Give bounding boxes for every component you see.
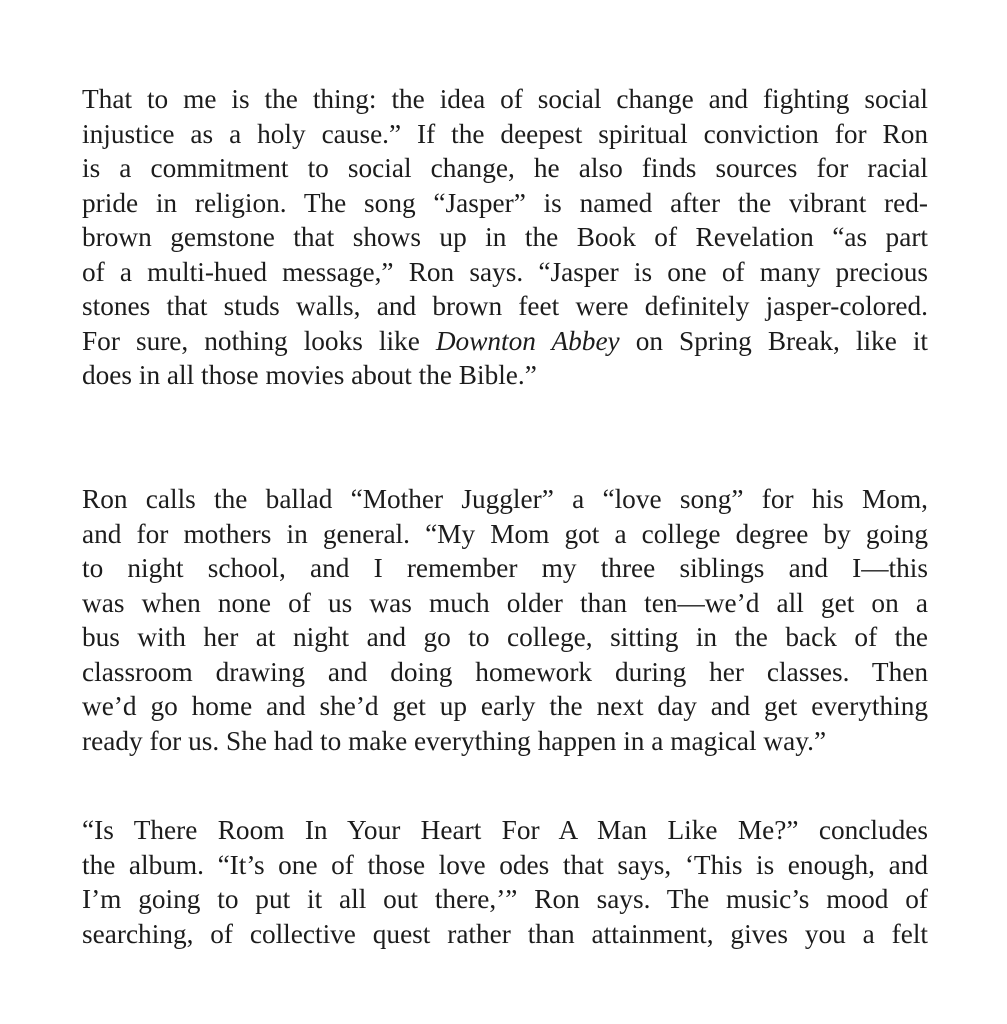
text-line: brown gemstone that shows up in the Book of Revelation “as part [82,222,928,252]
text-line: pride in religion. The song “Jasper” is named after the vibrant red- [82,187,928,218]
text-line-with-title [82,324,928,359]
text-line: Ron calls the ballad “Mother Juggler” a “love song” for his Mom, [82,484,928,514]
text-line: ready for us. She had to make everything happen in a magical way.” [82,725,827,756]
text-line: classroom drawing and doing homework during her classes. Then [82,656,928,687]
text-line: to night school, and I remember my three siblings and I—this [82,553,928,583]
show-title: Downton Abbey [435,325,620,356]
paragraph-2 [82,482,928,758]
text-line: “Is There Room In Your Heart For A Man Like Me?” concludes [82,815,928,845]
text-segment: on Spring Break, like it [619,325,928,356]
text-line: injustice as a holy cause.” If the deepest spiritual conviction for Ron [82,118,928,149]
text-line: was when none of us was much older than ten—we’d all get on a [82,587,928,618]
text-line: I’m going to put it all out there,’” Ron says. The music’s mood of [82,884,928,914]
text-line: we’d go home and she’d get up early the next day and get everything [82,691,928,721]
text-line: stones that studs walls, and brown feet were definitely jasper-colored. [82,291,928,321]
text-line: and for mothers in general. “My Mom got a college degree by going [82,518,928,549]
text-segment: For sure, nothing looks like [82,325,436,356]
text-line: is a commitment to social change, he also finds sources for racial [82,153,928,183]
text-line: of a multi-hued message,” Ron says. “Jasper is one of many precious [82,256,928,287]
text-line: searching, of collective quest rather than attainment, gives you a felt [82,918,928,949]
text-line: That to me is the thing: the idea of social change and fighting social [82,84,928,114]
text-line: does in all those movies about the Bible.” [82,360,537,390]
paragraph-1 [82,82,928,393]
text-line: the album. “It’s one of those love odes that says, ‘This is enough, and [82,849,928,880]
paragraph-3 [82,813,928,951]
text-line: bus with her at night and go to college, sitting in the back of the [82,622,928,652]
